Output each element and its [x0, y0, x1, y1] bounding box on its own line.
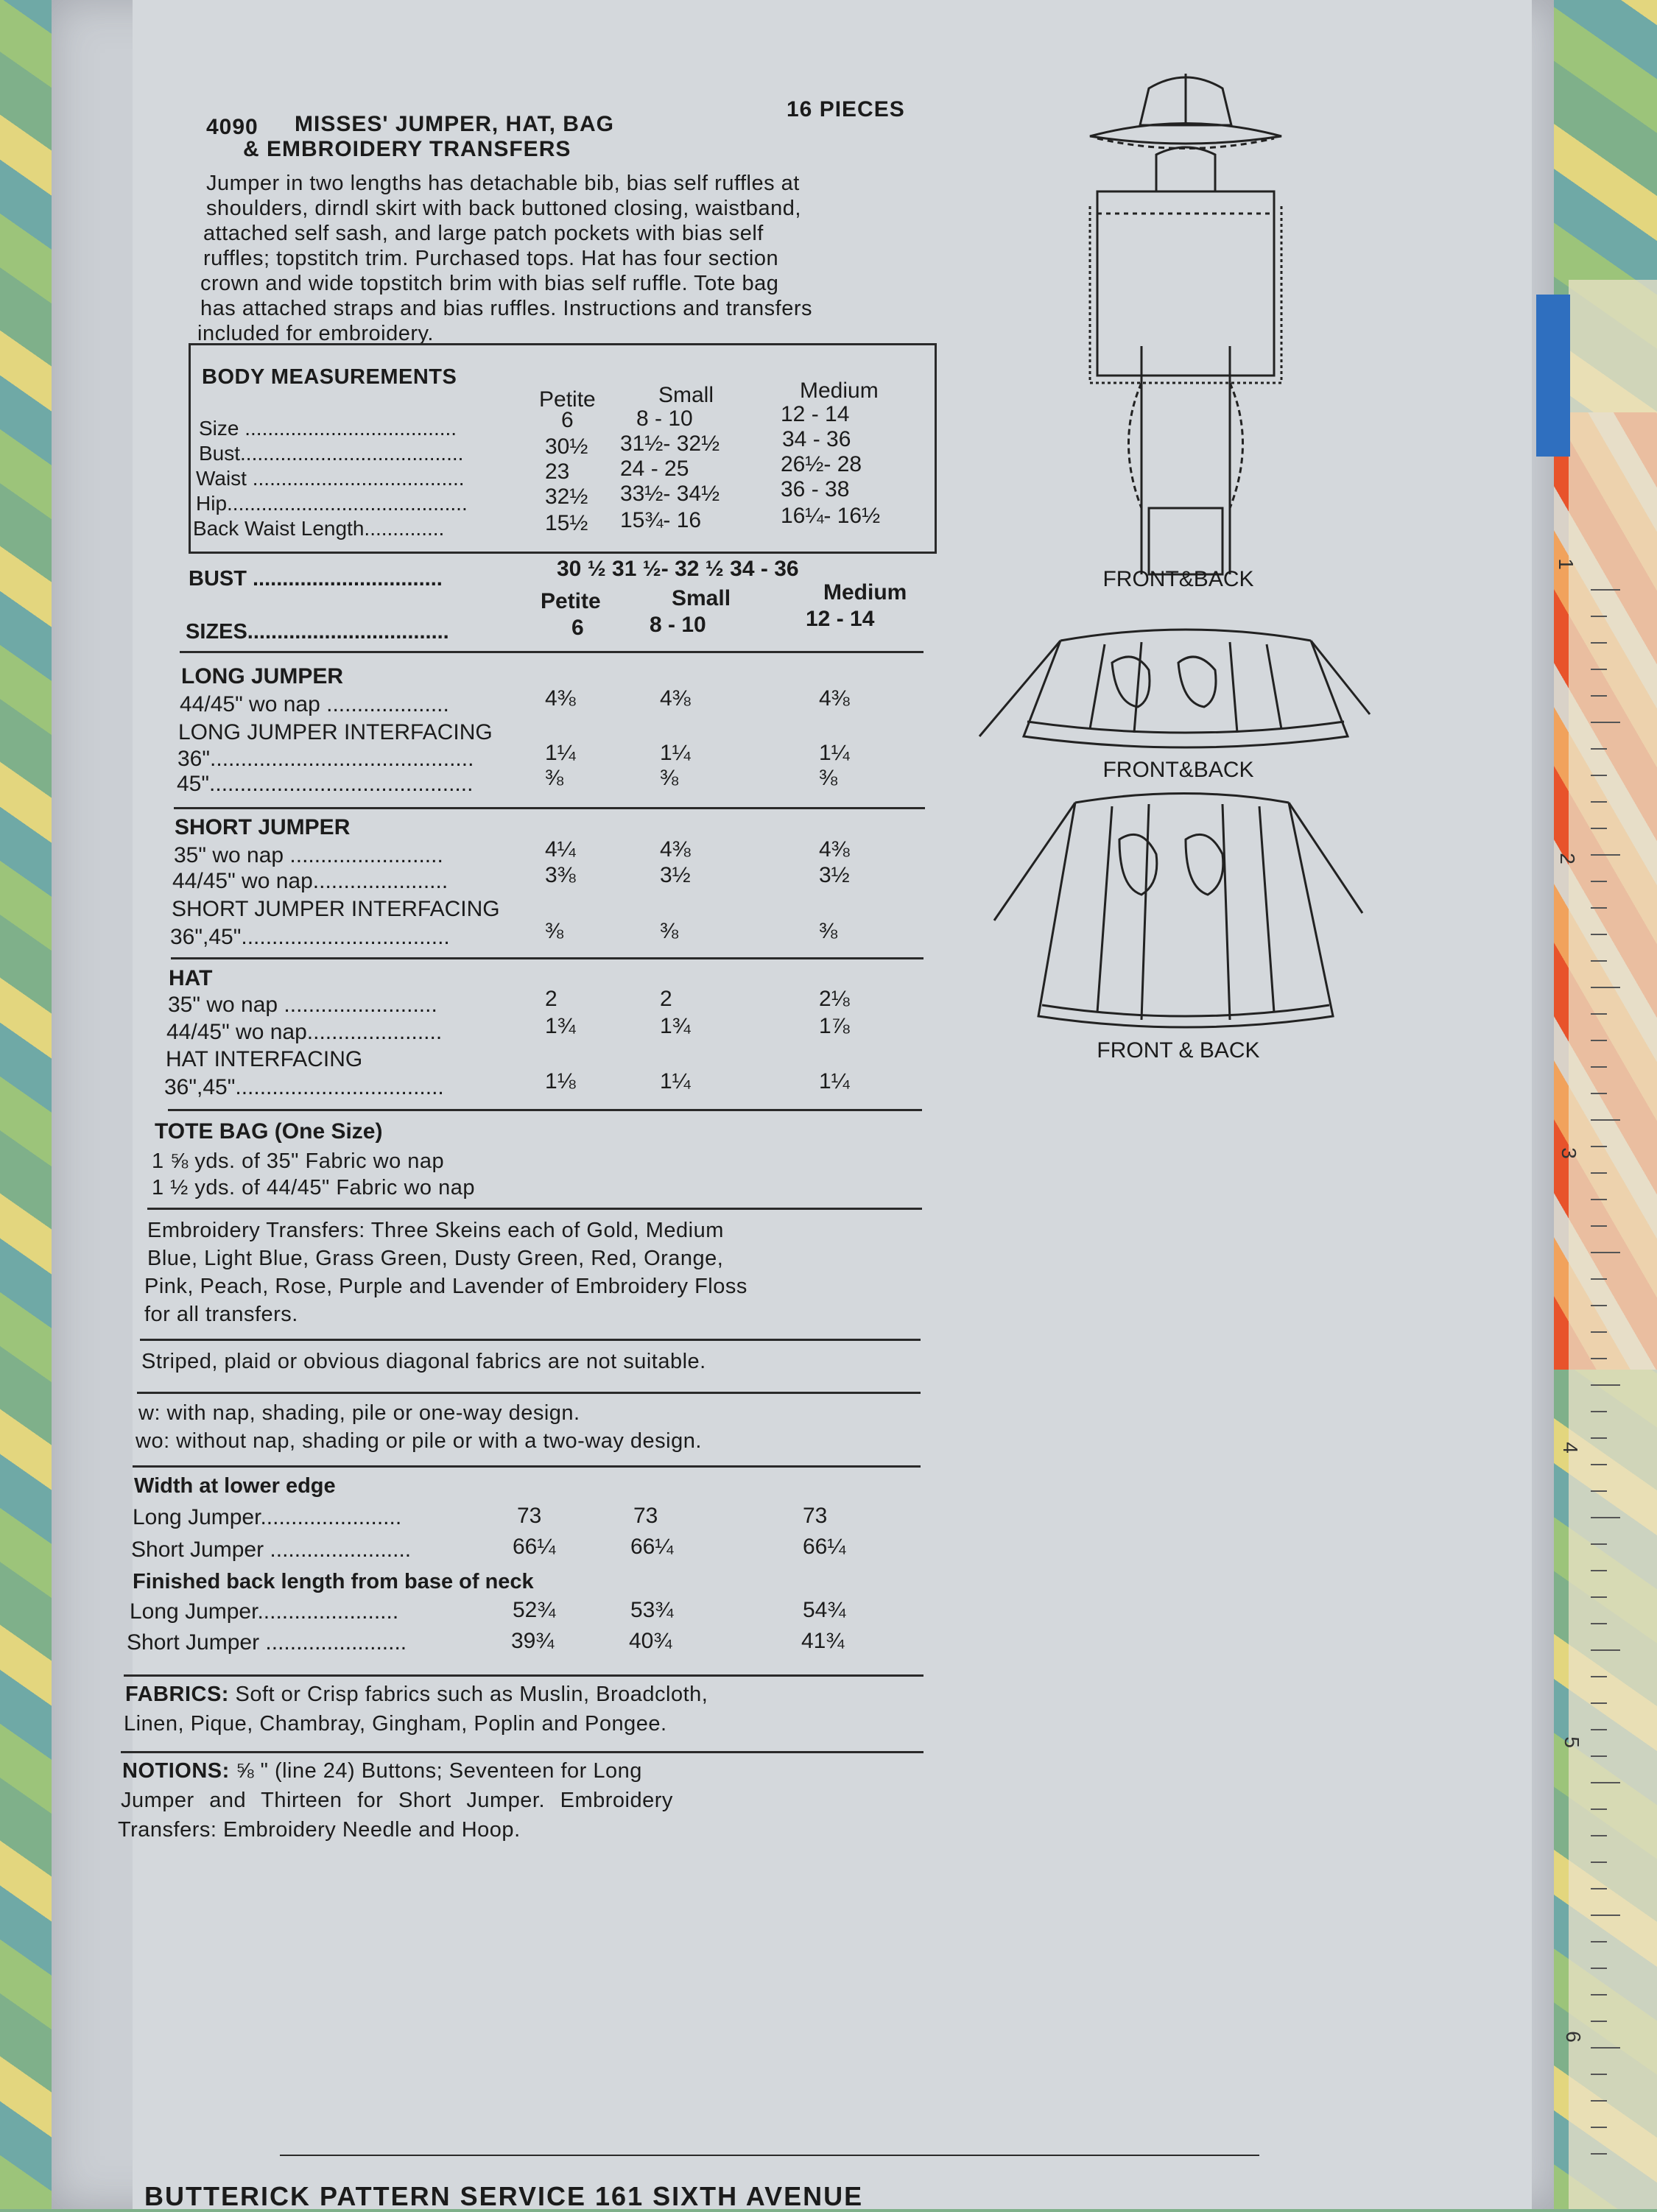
yardage-petite: ⅜: [545, 766, 564, 790]
pattern-title-line2: & EMBROIDERY TRANSFERS: [243, 137, 571, 161]
pattern-title-line1: MISSES' JUMPER, HAT, BAG: [295, 112, 614, 136]
back-length-medium: 54¾: [803, 1598, 846, 1622]
yardage-medium: ⅜: [819, 919, 838, 943]
description-line: has attached straps and bias ruffles. Instructions and transfers: [200, 297, 813, 320]
yardage-petite: 2: [545, 987, 557, 1011]
description-line: included for embroidery.: [197, 322, 434, 345]
measure-medium: 16¼- 16½: [781, 504, 881, 528]
measure-label: Hip..........................................: [196, 492, 468, 515]
yardage-label: SHORT JUMPER INTERFACING: [172, 897, 500, 921]
ruler-tick: [1591, 1517, 1620, 1518]
footer-publisher: BUTTERICK PATTERN SERVICE 161 SIXTH AVENUE: [144, 2181, 864, 2211]
back-length-title: Finished back length from base of neck: [133, 1570, 534, 1593]
ruler-tick: [1591, 1835, 1607, 1836]
yardage-medium: ⅜: [819, 766, 838, 790]
illustrations: [957, 59, 1399, 1105]
notions-text: ⅝ " (line 24) Buttons; Seventeen for Long: [236, 1759, 642, 1783]
yardage-label: 36"...........................................: [177, 747, 474, 771]
yardage-small: 1¼: [660, 1069, 691, 1093]
back-length-petite: 52¾: [513, 1598, 556, 1622]
yardage-label: LONG JUMPER: [181, 664, 344, 688]
ruler-tick: [1591, 1358, 1607, 1359]
measure-medium: 36 - 38: [781, 477, 850, 501]
yardage-small: 1¼: [660, 741, 691, 765]
measure-label: Bust.......................................: [199, 442, 464, 465]
yardage-label: 36",45"..................................: [170, 925, 450, 949]
width-lower-small: 66¼: [630, 1535, 674, 1559]
width-lower-label: Long Jumper.......................: [133, 1505, 402, 1529]
measure-small: 33½- 34½: [620, 482, 720, 506]
yardage-medium: 3½: [819, 863, 850, 887]
yardage-petite: 1¾: [545, 1014, 576, 1038]
notions-line: Transfers: Embroidery Needle and Hoop.: [118, 1818, 521, 1842]
short-jumper-illustration: [994, 794, 1362, 1028]
ruler-tick: [1591, 1252, 1620, 1253]
yardage-label: 36",45"..................................: [164, 1075, 444, 1099]
embroidery-line: Blue, Light Blue, Grass Green, Dusty Green, Red, Orange,: [147, 1247, 724, 1270]
ruler-number: 4: [1558, 1442, 1582, 1454]
embroidery-line: Pink, Peach, Rose, Purple and Lavender of Embroidery Floss: [144, 1275, 747, 1298]
measure-petite: 32½: [545, 485, 588, 509]
measure-small: 8 - 10: [636, 406, 693, 431]
width-lower-small: 73: [633, 1504, 658, 1528]
yardage-small: 4⅜: [660, 686, 691, 711]
size-small: 8 - 10: [650, 613, 706, 637]
ruler-tick: [1591, 2074, 1607, 2075]
ruler-tick: [1591, 1119, 1620, 1121]
ruler-number: 6: [1561, 2031, 1585, 2043]
fabrics-label: FABRICS:: [125, 1683, 229, 1706]
yardage-petite: 4⅜: [545, 686, 576, 711]
ruler-tick: [1591, 775, 1607, 776]
ruler-tick: [1591, 1543, 1607, 1545]
measure-label: Back Waist Length..............: [193, 517, 445, 540]
yardage-petite: 4¼: [545, 837, 576, 862]
yardage-label: 35" wo nap .........................: [174, 843, 443, 867]
yardage-petite: 1⅛: [545, 1069, 576, 1093]
yardage-label: LONG JUMPER INTERFACING: [178, 720, 493, 744]
col-header-petite: Petite: [539, 387, 596, 412]
ruler-tick: [1591, 1941, 1607, 1942]
measure-medium: 34 - 36: [782, 427, 851, 451]
notions-line: [122, 1757, 642, 1785]
ruler-tick: [1591, 854, 1620, 856]
ruler-tick: [1591, 669, 1607, 670]
back-length-medium: 41¾: [801, 1629, 845, 1653]
ruler-tick: [1591, 748, 1607, 750]
yardage-label: 45"...........................................: [177, 772, 474, 796]
yardage-petite: 3⅜: [545, 863, 576, 887]
tote-title: TOTE BAG (One Size): [155, 1119, 383, 1144]
yardage-label: SHORT JUMPER: [175, 815, 351, 839]
ruler-tick: [1591, 1172, 1607, 1174]
divider: [133, 1465, 921, 1468]
yardage-medium: 1¼: [819, 1069, 850, 1093]
width-lower-petite: 73: [517, 1504, 542, 1528]
divider: [174, 807, 925, 809]
yardage-small: ⅜: [660, 766, 679, 790]
divider: [147, 1208, 922, 1210]
ruler-tick: [1591, 2127, 1607, 2128]
width-lower-medium: 73: [803, 1504, 828, 1528]
ruler-tick: [1591, 1040, 1607, 1041]
yardage-label: 35" wo nap .........................: [168, 993, 437, 1017]
ruler-tick: [1591, 1490, 1607, 1492]
back-length-label: Long Jumper.......................: [130, 1599, 399, 1624]
illustration-caption: FRONT&BACK: [1102, 567, 1254, 591]
yardage-label: 44/45" wo nap......................: [172, 869, 448, 893]
measure-petite: 15½: [545, 511, 588, 535]
ruler-number: 5: [1560, 1736, 1583, 1748]
nap-note: wo: without nap, shading or pile or with a two-way design.: [136, 1429, 702, 1453]
ruler-tick: [1591, 1437, 1607, 1439]
description-line: crown and wide topstitch brim with bias self ruffle. Tote bag: [200, 272, 779, 295]
width-lower-petite: 66¼: [513, 1535, 556, 1559]
pattern-number: 4090: [206, 115, 258, 139]
col-small: Small: [672, 586, 731, 610]
back-length-small: 53¾: [630, 1598, 674, 1622]
measure-petite: 23: [545, 459, 570, 484]
ruler-tick: [1591, 1093, 1607, 1094]
ruler-tick: [1591, 695, 1607, 697]
yardage-small: 2: [660, 987, 672, 1011]
measure-label: Waist .....................................: [196, 467, 465, 490]
description-line: Jumper in two lengths has detachable bib, bias self ruffles at: [206, 172, 800, 195]
yardage-medium: 1⅞: [819, 1014, 850, 1038]
ruler-tick: [1591, 960, 1607, 962]
divider: [180, 651, 924, 653]
fabrics-line: [125, 1680, 708, 1708]
yardage-small: ⅜: [660, 919, 679, 943]
footer-line: [280, 2155, 1259, 2156]
ruler-tick: [1591, 1596, 1607, 1598]
ruler-tick: [1591, 828, 1607, 829]
col-header-small: Small: [658, 383, 714, 407]
measure-petite: 6: [561, 408, 574, 432]
notions-line: Jumper and Thirteen for Short Jumper. Embroidery: [121, 1789, 673, 1812]
body-measurements-title: BODY MEASUREMENTS: [202, 365, 457, 389]
yardage-small: 1¾: [660, 1014, 691, 1038]
col-petite: Petite: [541, 589, 601, 613]
measure-small: 24 - 25: [620, 457, 689, 481]
ruler-tick: [1591, 1411, 1607, 1412]
illustration-caption: FRONT & BACK: [1097, 1038, 1260, 1063]
ruler-tick: [1591, 1146, 1607, 1147]
ruler-tick: [1591, 1013, 1607, 1015]
ruler-number: 1: [1554, 558, 1577, 570]
description-line: attached self sash, and large patch pockets with bias self: [203, 222, 764, 245]
divider: [168, 1109, 922, 1111]
ruler-tick: [1591, 1861, 1607, 1863]
blue-tab: [1536, 295, 1570, 457]
divider: [137, 1392, 921, 1394]
ruler-tick: [1591, 1808, 1607, 1810]
back-length-label: Short Jumper .......................: [127, 1630, 407, 1655]
ruler-tick: [1591, 2021, 1607, 2022]
measure-medium: 12 - 14: [781, 402, 850, 426]
measuring-tape: [1569, 280, 1657, 2209]
width-lower-title: Width at lower edge: [134, 1474, 336, 1498]
measure-petite: 30½: [545, 434, 588, 459]
ruler-tick: [1591, 1464, 1607, 1465]
bib-illustration: [1129, 346, 1243, 574]
yardage-medium: 4⅜: [819, 686, 850, 711]
fabrics-line: Linen, Pique, Chambray, Gingham, Poplin and Pongee.: [124, 1712, 667, 1736]
tote-bag-illustration: [1090, 147, 1281, 383]
ruler-tick: [1591, 987, 1620, 988]
ruler-tick: [1591, 1994, 1607, 1996]
measure-medium: 26½- 28: [781, 452, 862, 476]
yardage-petite: ⅜: [545, 919, 564, 943]
divider: [140, 1339, 921, 1341]
size-petite: 6: [571, 616, 584, 640]
ruler-tick: [1591, 616, 1607, 617]
ruler-tick: [1591, 589, 1620, 591]
ruler-tick: [1591, 1649, 1620, 1651]
pieces-count: 16 PIECES: [787, 97, 905, 121]
size-medium: 12 - 14: [806, 607, 875, 631]
embroidery-line: for all transfers.: [144, 1303, 298, 1326]
measure-small: 31½- 32½: [620, 432, 720, 456]
nap-note: w: with nap, shading, pile or one-way design.: [138, 1401, 580, 1425]
ruler-tick: [1591, 1676, 1607, 1677]
ruler-tick: [1591, 801, 1607, 803]
back-length-small: 40¾: [629, 1629, 672, 1653]
ruler-tick: [1591, 1225, 1607, 1227]
measure-label: Size .....................................: [199, 417, 457, 440]
fabrics-text: Soft or Crisp fabrics such as Muslin, Broadcloth,: [235, 1683, 708, 1706]
yardage-label: 44/45" wo nap ....................: [180, 692, 449, 716]
ruler-tick: [1591, 722, 1620, 723]
ruler-tick: [1591, 1782, 1620, 1783]
ruler-tick: [1591, 1199, 1607, 1200]
ruler-tick: [1591, 1702, 1607, 1704]
col-header-medium: Medium: [800, 378, 879, 403]
width-lower-medium: 66¼: [803, 1535, 846, 1559]
tote-line: 1 ½ yds. of 44/45" Fabric wo nap: [152, 1176, 475, 1200]
ruler-tick: [1591, 1915, 1620, 1916]
yardage-medium: 4⅜: [819, 837, 850, 862]
col-medium: Medium: [823, 580, 907, 605]
ruler-tick: [1591, 1888, 1607, 1889]
yardage-petite: 1¼: [545, 741, 576, 765]
hat-illustration: [1090, 74, 1281, 149]
ruler-number: 2: [1555, 853, 1579, 864]
notions-label: NOTIONS:: [122, 1759, 230, 1783]
divider: [171, 957, 924, 959]
bust-label: BUST ................................: [189, 567, 443, 591]
ruler-tick: [1591, 1729, 1607, 1730]
ruler-tick: [1591, 1570, 1607, 1571]
ruler-tick: [1591, 907, 1607, 909]
ruler-tick: [1591, 1066, 1607, 1068]
ruler-tick: [1591, 1305, 1607, 1306]
ruler-tick: [1591, 1278, 1607, 1280]
yardage-medium: 2⅛: [819, 987, 850, 1011]
bust-values: 30 ½ 31 ½- 32 ½ 34 - 36: [557, 557, 799, 581]
illustration-caption: FRONT&BACK: [1102, 758, 1254, 782]
ruler-tick: [1591, 1331, 1607, 1333]
long-jumper-illustration: [979, 630, 1370, 747]
ruler-tick: [1591, 881, 1607, 882]
ruler-number: 3: [1557, 1147, 1580, 1159]
ruler-tick: [1591, 2153, 1607, 2155]
ruler-tick: [1591, 642, 1607, 644]
ruler-tick: [1591, 1968, 1607, 1969]
description-line: shoulders, dirndl skirt with back buttoned closing, waistband,: [206, 197, 801, 220]
ruler-tick: [1591, 2100, 1607, 2102]
divider: [121, 1751, 924, 1753]
yardage-small: 4⅜: [660, 837, 691, 862]
ruler-tick: [1591, 934, 1607, 935]
back-length-petite: 39¾: [511, 1629, 555, 1653]
yardage-label: HAT: [169, 966, 213, 990]
measure-small: 15¾- 16: [620, 508, 702, 532]
width-lower-label: Short Jumper .......................: [131, 1538, 412, 1562]
ruler-tick: [1591, 1384, 1620, 1386]
embroidery-line: Embroidery Transfers: Three Skeins each of Gold, Medium: [147, 1219, 724, 1242]
yardage-label: HAT INTERFACING: [166, 1047, 363, 1071]
divider: [124, 1674, 924, 1677]
ruler-tick: [1591, 2047, 1620, 2049]
sizes-label: SIZES..................................: [186, 620, 449, 644]
tote-line: 1 ⅝ yds. of 35" Fabric wo nap: [152, 1149, 445, 1173]
description-line: ruffles; topstitch trim. Purchased tops. Hat has four section: [203, 247, 779, 270]
ruler-tick: [1591, 1623, 1607, 1624]
ruler-tick: [1591, 1755, 1607, 1757]
yardage-label: 44/45" wo nap......................: [166, 1020, 443, 1044]
unsuitable-note: Striped, plaid or obvious diagonal fabrics are not suitable.: [141, 1350, 706, 1373]
yardage-medium: 1¼: [819, 741, 850, 765]
yardage-small: 3½: [660, 863, 691, 887]
